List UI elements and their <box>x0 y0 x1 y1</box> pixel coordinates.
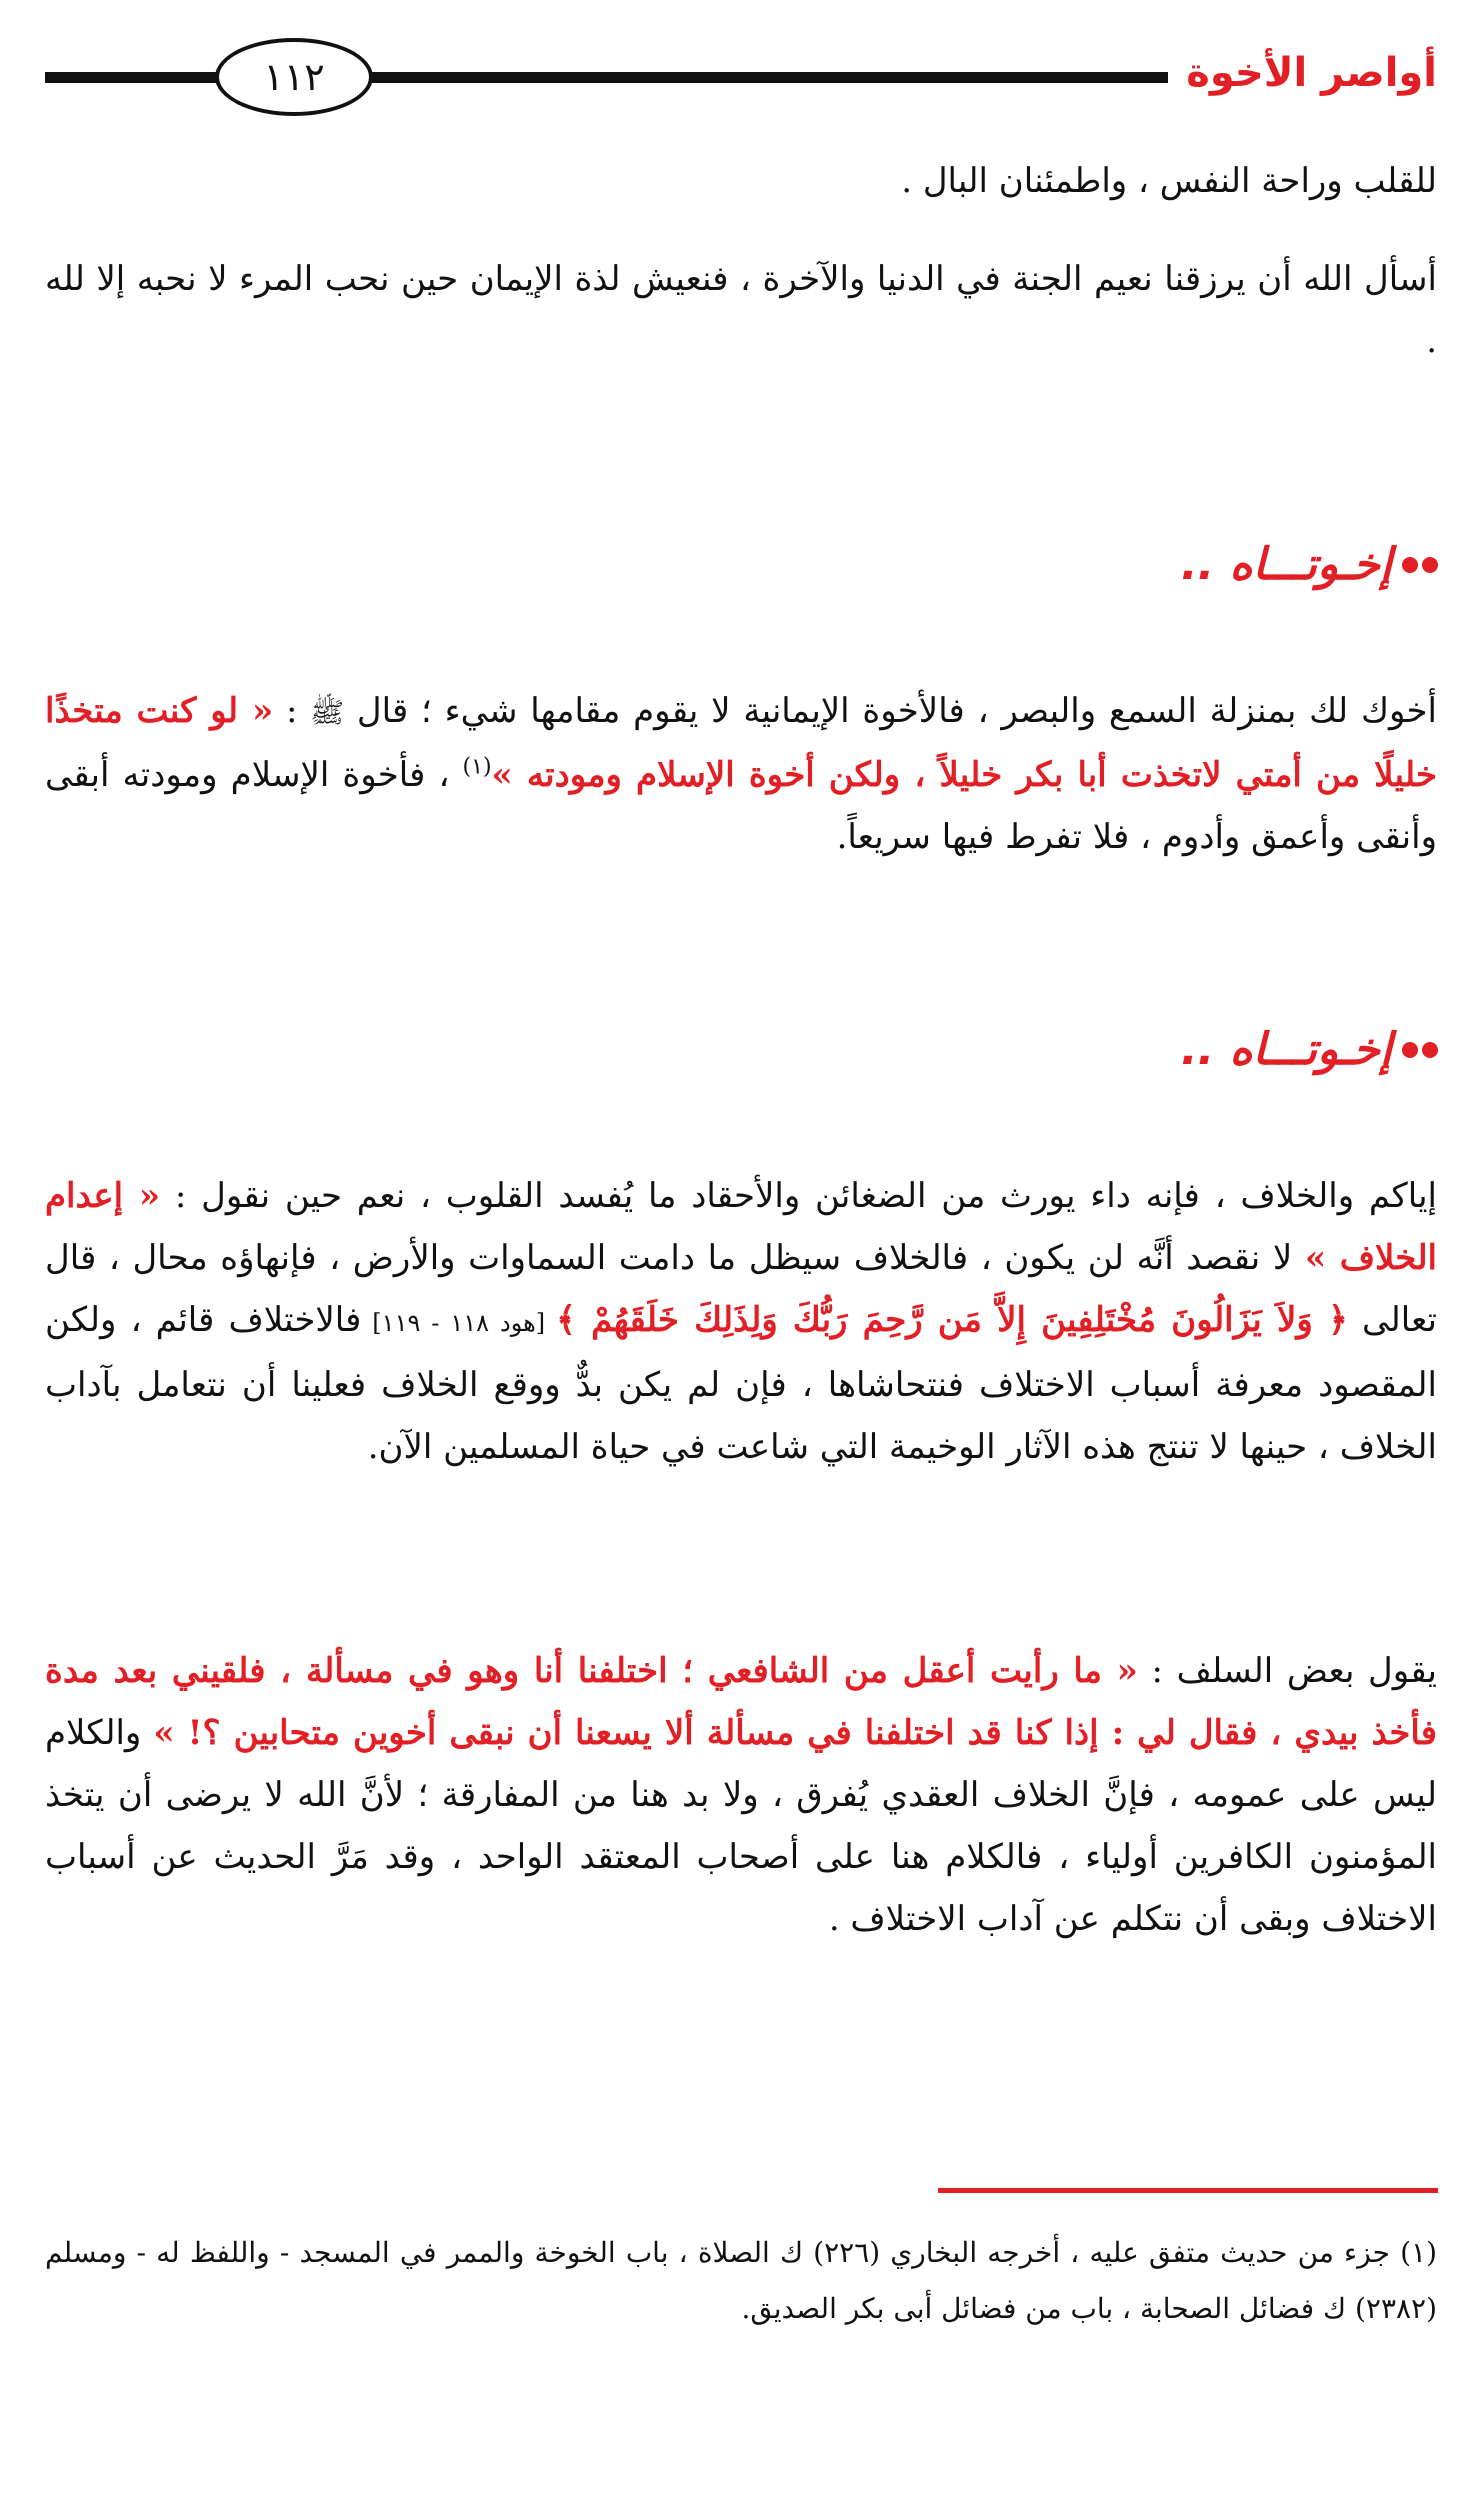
paragraph-3 <box>45 680 1437 868</box>
footnote-divider <box>938 2188 1438 2193</box>
section-heading-2-text: إخـوتـــاه .. <box>1180 1024 1392 1075</box>
paragraph-4-text-b: لا نقصد أنَّه لن يكون ، فالخلاف سيظل ما دامت السماوات والأرض ، فإنهاؤه محال ، قال تعالى <box>45 1238 1437 1340</box>
paragraph-4-text-c: فالاختلاف قائم ، ولكن المقصود معرفة أسباب الاختلاف فنتحاشاها ، فإن لم يكن بدٌّ ووقع الخلاف فعلينا أن نتعامل بآداب الخلاف ، حينها لا تنتج هذه الآثار الوخيمة التي شاعت في حياة المسلمين الآن. <box>45 1300 1437 1467</box>
colon: : <box>273 691 311 731</box>
paragraph-4-text-a: إياكم والخلاف ، فإنه داء يورث من الضغائن والأحقاد ما يُفسد القلوب ، نعم حين نقول : <box>160 1176 1437 1216</box>
paragraph-3-text: أخوك لك بمنزلة السمع والبصر ، فالأخوة الإيمانية لا يقوم مقامها شيء ؛ قال <box>356 691 1438 731</box>
section-heading-1-text: إخـوتـــاه .. <box>1180 539 1392 590</box>
bullet-icon <box>1402 557 1438 573</box>
paragraph-5-text-a: يقول بعض السلف : <box>1137 1651 1437 1691</box>
hadith-quote: « لو كنت متخذًا خليلًا من أمتي لاتخذت أبا بكر خليلاً ، ولكن أخوة الإسلام ومودته » <box>45 691 1437 795</box>
section-heading-1 <box>1181 535 1438 595</box>
bullet-icon <box>1402 1042 1438 1058</box>
verse-reference: [هود ١١٨ - ١١٩] <box>361 1309 557 1337</box>
paragraph-1-text: للقلب وراحة النفس ، واطمئنان البال . <box>901 161 1437 201</box>
book-title: أواصر الأخوة <box>1168 43 1437 103</box>
paragraph-3-tail: ، فأخوة الإسلام ومودته أبقى وأنقى وأعمق وأدوم ، فلا تفرط فيها سريعاً. <box>45 755 1437 857</box>
salutation-glyph: ﷺ <box>310 696 345 729</box>
footnote-text: (١) جزء من حديث متفق عليه ، أخرجه البخاري (٢٢٦) ك الصلاة ، باب الخوخة والممر في المسجد - واللفظ له - ومسلم (٢٣٨٢) ك فضائل الصحابة ، باب من فضائل أبى بكر الصديق. <box>45 2236 1438 2325</box>
paragraph-4 <box>45 1165 1437 1478</box>
page-number: ١١٢ <box>215 38 373 116</box>
paragraph-2 <box>45 248 1437 372</box>
paragraph-1 <box>45 150 1437 212</box>
quoted-phrase: « إعدام الخلاف » <box>45 1176 1438 1278</box>
paragraph-5 <box>45 1640 1437 1950</box>
salaf-quote: « ما رأيت أعقل من الشافعي ؛ اختلفنا أنا وهو في مسألة ، فلقيني بعد مدة فأخذ بيدي ، فقال لي : إذا كنا قد اختلفنا في مسألة ألا يسعنا أن نبقى أخوين متحابين ؟! » <box>45 1651 1437 1753</box>
paragraph-5-text-b: والكلام ليس على عمومه ، فإنَّ الخلاف العقدي يُفرق ، ولا بد هنا من المفارقة ؛ لأنَّ الله لا يرضى أن يتخذ المؤمنون الكافرين أولياء ، فالكلام هنا على أصحاب المعتقد الواحد ، وقد مَرَّ الحديث عن أسباب الاختلاف وبقى أن نتكلم عن آداب الاختلاف . <box>45 1713 1437 1939</box>
footnote-marker: (١) <box>462 754 492 780</box>
section-heading-2 <box>1181 1020 1438 1080</box>
paragraph-2-text: أسأل الله أن يرزقنا نعيم الجنة في الدنيا والآخرة ، فنعيش لذة الإيمان حين نحب المرء لا نحبه إلا لله . <box>45 259 1437 361</box>
quran-verse: ﴿ وَلاَ يَزَالُونَ مُخْتَلِفِينَ إِلاَّ مَن رَّحِمَ رَبُّكَ وَلِذَلِكَ خَلَقَهُمْ ﴾ <box>556 1300 1348 1340</box>
page-header <box>45 38 1437 108</box>
footnote <box>45 2225 1437 2337</box>
